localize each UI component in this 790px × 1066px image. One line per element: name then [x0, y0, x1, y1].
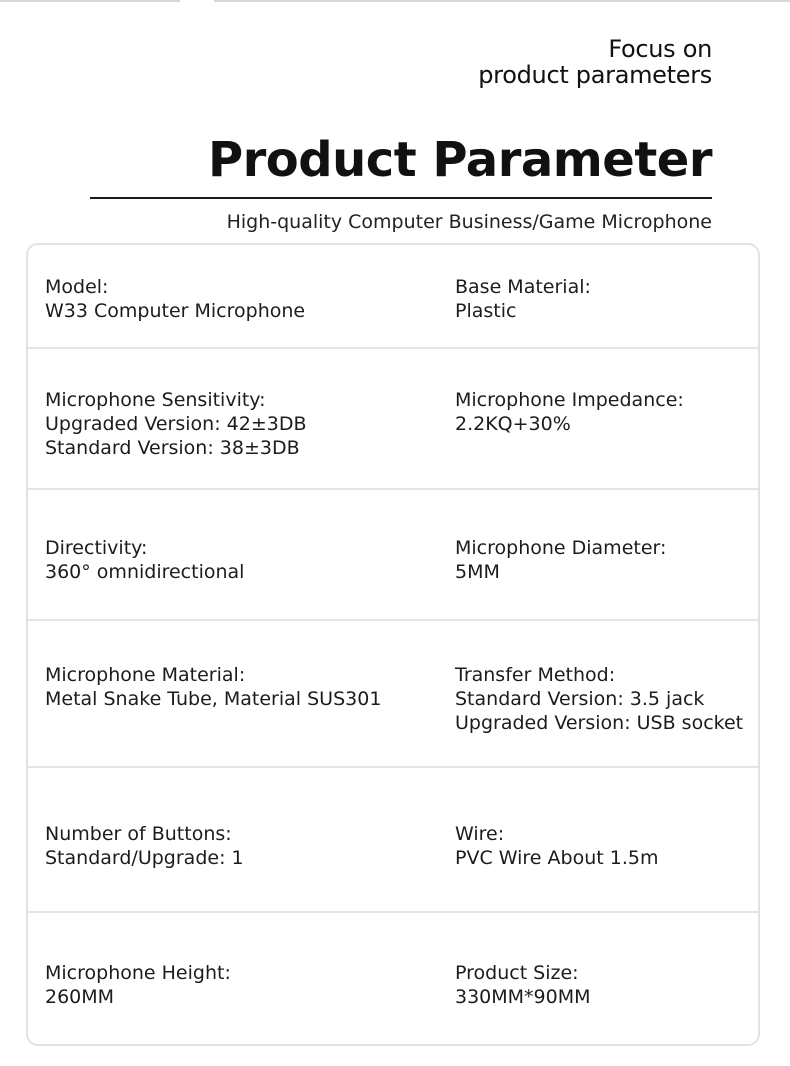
- param-row: [28, 768, 758, 913]
- param-value: 360° omnidirectional: [45, 561, 245, 583]
- focus-line-2: product parameters: [478, 61, 712, 89]
- param-label: Product Size:: [455, 962, 579, 984]
- param-row: [28, 913, 758, 1044]
- focus-line-1: Focus on: [608, 35, 712, 63]
- param-directivity: [45, 536, 244, 584]
- param-row: [28, 349, 758, 490]
- param-label: Microphone Impedance:: [455, 389, 684, 411]
- top-divider: [0, 0, 790, 2]
- param-value: PVC Wire About 1.5m: [455, 847, 659, 869]
- param-height: [45, 961, 231, 1009]
- param-value: 5MM: [455, 561, 500, 583]
- param-transfer-method: [455, 663, 743, 735]
- param-label: Number of Buttons:: [45, 823, 232, 845]
- param-value: 2.2KQ+30%: [455, 413, 571, 435]
- param-buttons: [45, 822, 244, 870]
- param-value: Standard/Upgrade: 1: [45, 847, 244, 869]
- param-label: Wire:: [455, 823, 505, 845]
- focus-tagline: [478, 36, 712, 88]
- param-value: Upgraded Version: 42±3DB: [45, 413, 307, 435]
- param-value: Plastic: [455, 300, 517, 322]
- param-row: [28, 245, 758, 349]
- param-label: Microphone Sensitivity:: [45, 389, 266, 411]
- page-subtitle: High-quality Computer Business/Game Microphone: [226, 211, 712, 233]
- param-value: 330MM*90MM: [455, 986, 591, 1008]
- param-row: [28, 490, 758, 621]
- param-label: Model:: [45, 276, 109, 298]
- param-sensitivity: [45, 388, 307, 460]
- param-row: [28, 621, 758, 768]
- param-label: Microphone Diameter:: [455, 537, 667, 559]
- param-base-material: [455, 275, 591, 323]
- page-title: Product Parameter: [207, 132, 712, 188]
- param-value: Upgraded Version: USB socket: [455, 712, 744, 734]
- param-label: Base Material:: [455, 276, 591, 298]
- param-impedance: [455, 388, 684, 436]
- param-diameter: [455, 536, 666, 584]
- param-label: Transfer Method:: [455, 664, 616, 686]
- param-value: 260MM: [45, 986, 115, 1008]
- param-wire: [455, 822, 658, 870]
- param-product-size: [455, 961, 591, 1009]
- title-underline: [90, 197, 712, 199]
- param-model: [45, 275, 305, 323]
- param-value: Metal Snake Tube, Material SUS301: [45, 688, 382, 710]
- param-mic-material: [45, 663, 381, 711]
- param-value: Standard Version: 38±3DB: [45, 437, 300, 459]
- param-label: Directivity:: [45, 537, 148, 559]
- param-label: Microphone Height:: [45, 962, 231, 984]
- param-value: W33 Computer Microphone: [45, 300, 306, 322]
- param-value: Standard Version: 3.5 jack: [455, 688, 705, 710]
- param-label: Microphone Material:: [45, 664, 246, 686]
- parameter-table: [26, 243, 760, 1046]
